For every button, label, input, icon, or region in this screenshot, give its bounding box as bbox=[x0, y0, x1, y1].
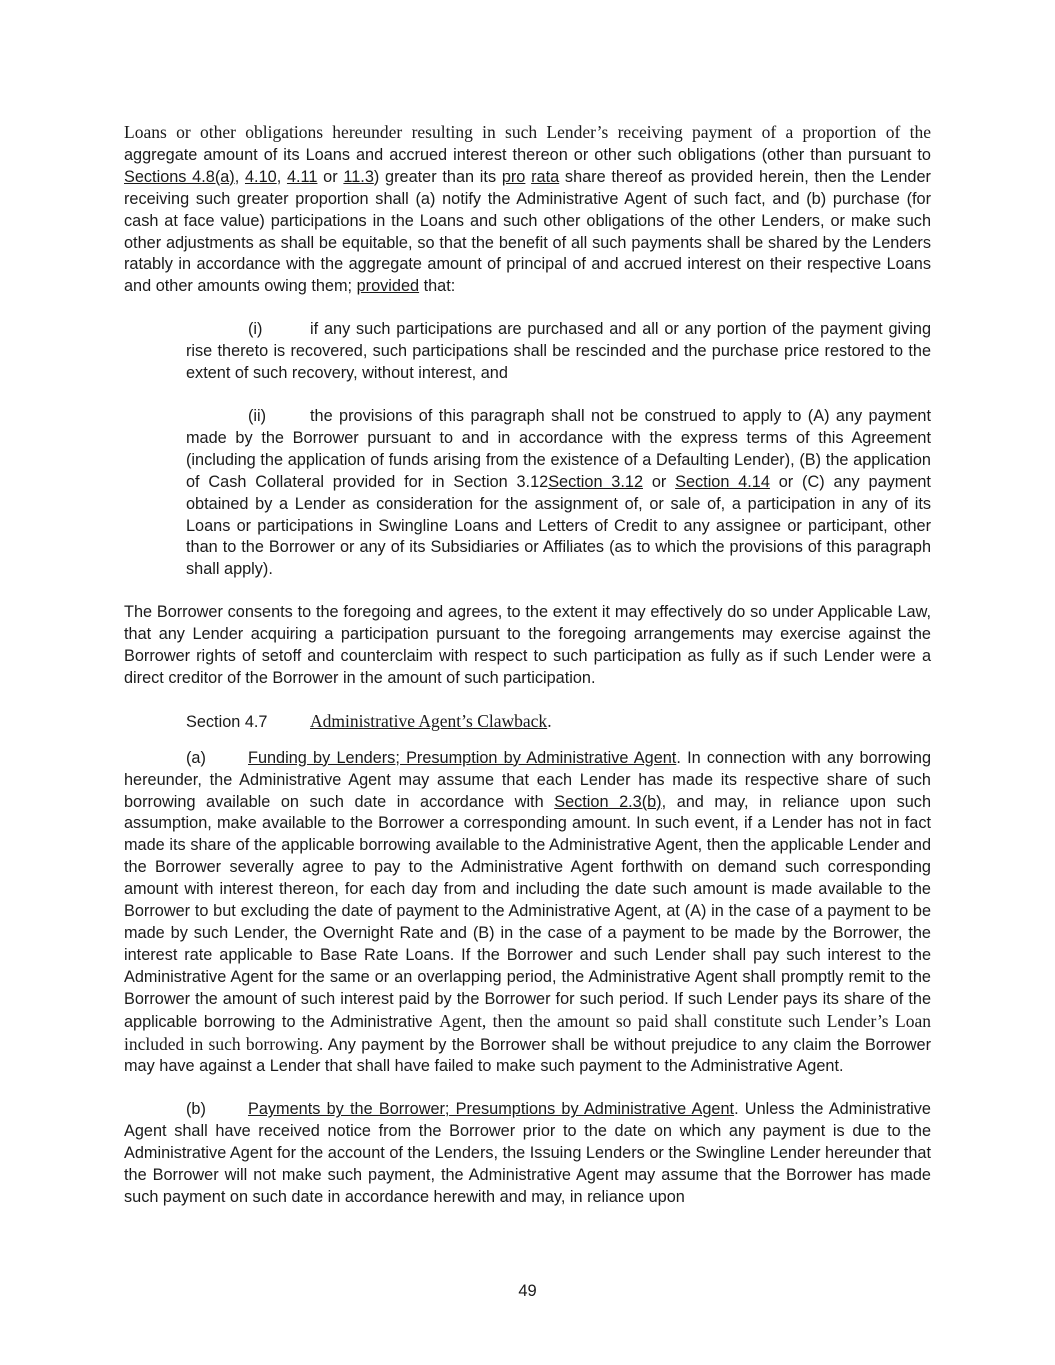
text: . Unless the Administrative Agent shall have received notice from the Borrower prior to the date on which any payment is due to the Administrative Agent for the account of the Lenders, the Issuing Lenders or the Swingline Lender hereunder that the Borrower will not make such payment, the Administrative Agent may assume that the Borrower has made such payment on such date in accordance herewith and may, in reliance upon bbox=[124, 1100, 931, 1206]
text: ) greater than its bbox=[373, 167, 502, 186]
para-heading-a: Funding by Lenders; Presumption by Administrative Agent bbox=[248, 748, 677, 767]
text: , bbox=[276, 167, 287, 186]
ref-section-4-14: Section 4.14 bbox=[675, 472, 770, 491]
paragraph-b bbox=[124, 1099, 931, 1209]
text: or bbox=[643, 472, 676, 491]
sub-label-ii: (ii) bbox=[248, 406, 267, 425]
text: aggregate amount of its Loans and accrued interest thereon or other such obligations (other than pursuant to bbox=[124, 145, 931, 164]
subparagraph-ii bbox=[186, 406, 931, 581]
paragraph-consent: The Borrower consents to the foregoing and agrees, to the extent it may effectively do so under Applicable Law, that any Lender acquiring a participation pursuant to the foregoing arrangements may exercise against the Borrower rights of setoff and counterclaim with respect to such participation as fully as if such Lender were a direct creditor of the Borrower in the amount of such participation. bbox=[124, 603, 931, 687]
ref-4-11: 4.11 bbox=[286, 167, 318, 186]
para-label-a: (a) bbox=[186, 748, 206, 767]
section-period: . bbox=[547, 710, 552, 731]
text: Any payment by the Borrower shall be without prejudice to any claim the Borrower may have against a Lender that shall have failed to make such payment to the Administrative Agent. bbox=[124, 1035, 932, 1076]
provided-term: provided bbox=[356, 277, 420, 296]
ref-11-3: 11.3 bbox=[343, 167, 374, 186]
text: the provisions of this paragraph shall not be construed to apply to (A) any payment made by the Borrower pursuant to and in accordance with the express terms of this Agreement (including the application of funds arising from the existence of a Defaulting Lender), (B) the application of Cash Collateral provided for in Section 3.12 bbox=[186, 406, 931, 491]
ref-section-2-3b: Section 2.3(b) bbox=[554, 792, 662, 811]
serif-sentence: Agent, then the amount so paid shall constitute such Lender’s Loan included in such borrowing. bbox=[124, 1010, 931, 1054]
para-label-b: (b) bbox=[186, 1100, 206, 1119]
ref-sections-4-8a: Sections 4.8(a) bbox=[124, 167, 235, 186]
subparagraph-i bbox=[186, 319, 931, 385]
text: share thereof as provided herein, then the Lender receiving such greater proportion shall (a) notify the Administrative Agent of such fact, and (b) purchase (for cash at face value) participations in the Loans and such other obligations of the other Lenders, or make such other adjustments as shall be equitable, so that the benefit of all such payments shall be shared by the Lenders ratably in accordance with the aggregate amount of principal of and accrued interest on their respective Loans and other amounts owing them; bbox=[124, 167, 931, 296]
text: , bbox=[234, 167, 245, 186]
paragraph-a bbox=[124, 748, 931, 1079]
para-heading-b: Payments by the Borrower; Presumptions by Administrative Agent bbox=[248, 1100, 735, 1119]
text: , and may, in reliance upon such assumption, make available to the Borrower a corresponding amount. In such event, if a Lender has not in fact made its share of the applicable borrowing available to the Administrative Agent, then the applicable Lender and the Borrower severally agree to pay to the Administrative Agent forthwith on demand such corresponding amount with interest thereon, for each day from and including the date such amount is made available to the Borrower to but excluding the date of payment to the Administrative Agent, at (A) in the case of a payment to be made by such Lender, the Overnight Rate and (B) in the case of a payment to be made by the Borrower, the interest rate applicable to Base Rate Loans. If the Borrower and such Lender shall pay such interest to the Administrative Agent for the same or an overlapping period, the Administrative Agent shall promptly remit to the Borrower the amount of such interest paid by the Borrower for such period. If such Lender pays its share of the applicable borrowing to the Administrative bbox=[124, 792, 932, 1031]
rata-term: rata bbox=[531, 167, 560, 186]
page-number: 49 bbox=[518, 1282, 537, 1300]
pro-term: pro bbox=[501, 167, 526, 186]
section-number: Section 4.7 bbox=[186, 712, 268, 731]
text: or (C) any payment obtained by a Lender as consideration for the assignment of, or sale of, a participation in any of its Loans or participations in Swingline Loans and Letters of Credit to any assignee or participant, other than to the Borrower or any of its Subsidiaries or Affiliates (as to which the provisions of this paragraph shall apply). bbox=[186, 472, 931, 579]
text: or bbox=[317, 167, 344, 186]
sub-label-i: (i) bbox=[248, 320, 263, 339]
text: . In connection with any borrowing hereunder, the Administrative Agent may assume that each Lender has made its respective share of such borrowing available on such date in accordance with bbox=[124, 748, 931, 811]
serif-line: Loans or other obligations hereunder resulting in such Lender’s receiving payment of a proportion of the bbox=[124, 122, 931, 142]
section-title: Administrative Agent’s Clawback bbox=[310, 710, 548, 731]
ref-section-3-12: Section 3.12 bbox=[548, 472, 643, 491]
paragraph-continued bbox=[124, 122, 931, 298]
document-page bbox=[124, 122, 931, 1230]
text: that: bbox=[419, 277, 456, 296]
ref-4-10: 4.10 bbox=[244, 167, 277, 186]
section-heading bbox=[186, 711, 931, 734]
sub-text-i: if any such participations are purchased and all or any portion of the payment giving rise thereto is recovered, such participations shall be rescinded and the purchase price restored to the extent of such recovery, without interest, and bbox=[186, 320, 931, 383]
